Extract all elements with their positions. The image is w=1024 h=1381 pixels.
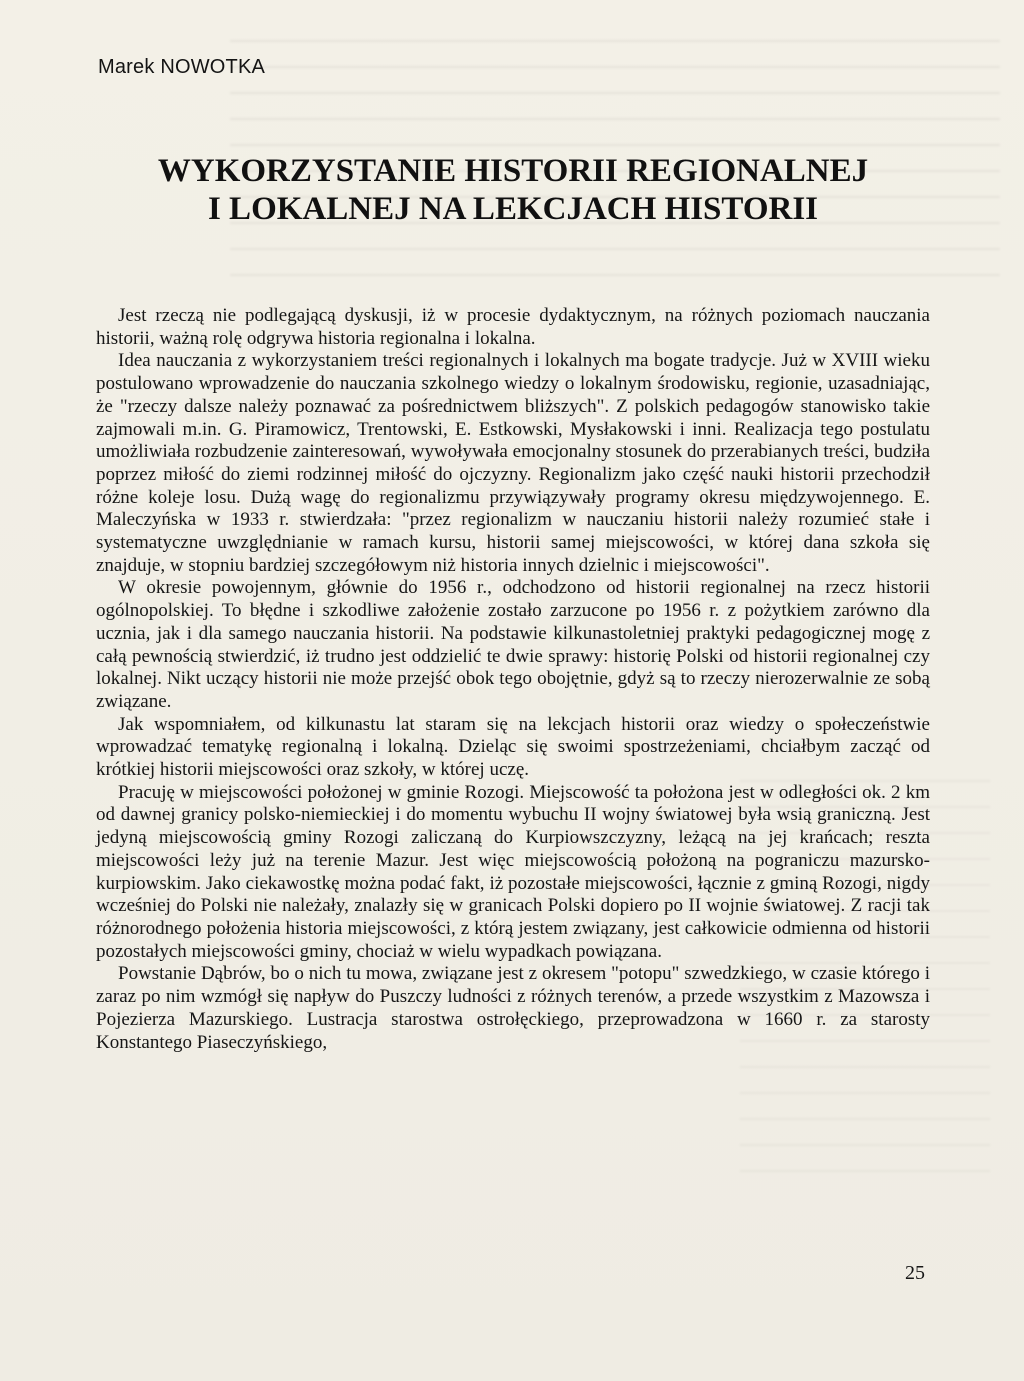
paragraph: Jest rzeczą nie podlegającą dyskusji, iż w procesie dydaktycznym, na różnych poziomach nauczania historii, ważną rolę odgrywa historia regionalna i lokalna. xyxy=(96,305,930,349)
paragraph: Jak wspomniałem, od kilkunastu lat staram się na lekcjach historii oraz wiedzy o społeczeństwie wprowadzać tematykę regionalną i lokalną. Dzieląc się swoimi spostrzeżeniami, chciałbym zacząć od krótkiej historii miejscowości oraz szkoły, w której uczę. xyxy=(96,713,930,781)
paragraph: W okresie powojennym, głównie do 1956 r., odchodzono od historii regionalnej na rzecz historii ogólnopolskiej. To błędne i szkodliwe założenie zostało zarzucone po 1956 r. z pożytkiem zarówno dla ucznia, jak i dla samego nauczania historii. Na podstawie kilkunastoletniej praktyki pedagogicznej mogę z całą pewnością stwierdzić, iż trudno jest oddzielić te dwie sprawy: historię Polski od historii regionalnej czy lokalnej. Nikt uczący historii nie może przejść obok tego obojętnie, gdyż są to rzeczy nierozerwalnie ze sobą związane. xyxy=(96,577,930,712)
paragraph: Powstanie Dąbrów, bo o nich tu mowa, związane jest z okresem "potopu" szwedzkiego, w czasie którego i zaraz po nim wzmógł się napływ do Puszczy ludności z różnych terenów, a przede wszystkim z Mazowsza i Pojezierza Mazurskiego. Lustracja starostwa ostrołęckiego, przeprowadzona w 1660 r. za starosty Konstantego Piaseczyńskiego, xyxy=(96,963,930,1053)
article-title-line-1: WYKORZYSTANIE HISTORII REGIONALNEJ xyxy=(157,153,869,189)
paragraph: Pracuję w miejscowości położonej w gminie Rozogi. Miejscowość ta położona jest w odległości ok. 2 km od dawnej granicy polsko-niemieckiej i do momentu wybuchu II wojny światowej była wsią graniczną. Jest jedyną miejscowością gminy Rozogi zaliczaną do Kurpiowszczyzny, leżącą na jej krańcach; reszta miejscowości leży już na terenie Mazur. Jest więc miejscowością położoną na pograniczu mazursko-kurpiowskim. Jako ciekawostkę można podać fakt, iż pozostałe miejscowości, łącznie z gminą Rozogi, nigdy wcześniej do Polski nie należały, znalazły się w granicach Polski dopiero po II wojnie światowej. Z racji tak różnorodnego położenia historia miejscowości, z którą jestem związany, jest całkowicie odmienna od historii pozostałych miejscowości gminy, chociaż w wielu wypadkach powiązana. xyxy=(96,781,930,962)
author-name: Marek NOWOTKA xyxy=(98,56,266,78)
paragraph: Idea nauczania z wykorzystaniem treści regionalnych i lokalnych ma bogate tradycje. Już w XVIII wieku postulowano wprowadzenie do nauczania szkolnego wiedzy o lokalnym środowisku, regionie, uzasadniając, że "rzeczy dalsze należy poznawać za pośrednictwem bliższych". Z polskich pedagogów stanowisko takie zajmowali m.in. G. Piramowicz, Trentowski, E. Estkowski, Mysłakowski i inni. Realizacja tego postulatu umożliwiała rozbudzenie zainteresowań, wywoływała emocjonalny stosunek do przerabianych treści, budziła poprzez miłość do ziemi rodzinnej miłość do ojczyzny. Regionalizm jako część nauki historii przechodził różne koleje losu. Dużą wagę do regionalizmu przywiązywały programy okresu międzywojennego. E. Maleczyńska w 1933 r. stwierdzała: "przez regionalizm w nauczaniu historii należy rozumieć stałe i systematyczne uwzględnianie w ramach kursu, historii samej miejscowości, w której dana szkoła się znajduje, w stopniu bardziej szczegółowym niż historia innych dzielnic i miejscowości". xyxy=(96,350,930,576)
page-number: 25 xyxy=(905,1262,925,1284)
article-body xyxy=(96,305,930,1054)
article-title-line-2: I LOKALNEJ NA LEKCJACH HISTORII xyxy=(207,191,819,227)
article-title xyxy=(98,152,928,228)
